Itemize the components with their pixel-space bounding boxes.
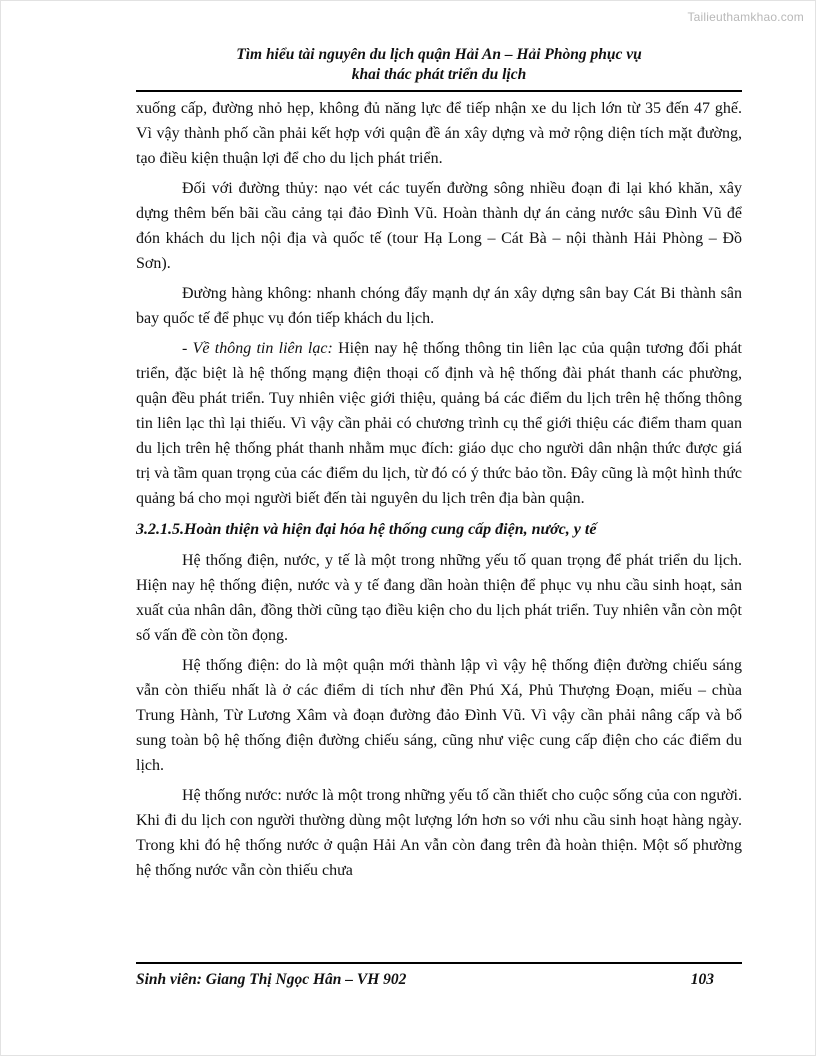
- paragraph-electricity: Hệ thống điện: do là một quận mới thành lập vì vậy hệ thống điện đường chiếu sáng vẫn còn thiếu nhất là ở các điểm di tích như đền Phú Xá, Phủ Thượng Đoạn, miếu – chùa Trung Hành, Từ Lương Xâm và đoạn đường đảo Đình Vũ. Vì vậy cần phải nâng cấp và bổ sung toàn bộ hệ thống điện đường chiếu sáng, cũng như việc cung cấp điện cho các điểm du lịch.: [136, 657, 742, 774]
- paragraph-utilities-intro: Hệ thống điện, nước, y tế là một trong những yếu tố quan trọng để phát triển du lịch. Hiện nay hệ thống điện, nước và y tế đang dần hoàn thiện để phục vụ nhu cầu sinh hoạt, sản xuất của nhân dân, đồng thời cũng tạo điều kiện cho du lịch phát triển. Tuy nhiên vẫn còn một số vấn đề còn tồn đọng.: [136, 552, 742, 644]
- footer-page-number: 103: [690, 971, 714, 988]
- paragraph-road-continuation: xuống cấp, đường nhỏ hẹp, không đủ năng lực để tiếp nhận xe du lịch lớn từ 35 đến 47 ghế. Vì vậy thành phố cần phải kết hợp với quận đề án xây dựng và mở rộng diện tích mặt đường, tạo điều kiện thuận lợi để cho du lịch phát triển.: [136, 100, 742, 167]
- section-heading-3-2-1-5: 3.2.1.5.Hoàn thiện và hiện đại hóa hệ thống cung cấp điện, nước, y tế: [136, 521, 597, 538]
- document-header: [136, 45, 742, 92]
- document-body: [136, 92, 742, 883]
- page-content: [136, 45, 742, 888]
- page-footer: [136, 962, 742, 989]
- watermark: Tailieuthamkhao.com: [687, 10, 804, 24]
- paragraph-waterways: Đối với đường thủy: nạo vét các tuyến đường sông nhiều đoạn đi lại khó khăn, xây dựng thêm bến bãi cầu cảng tại đảo Đình Vũ. Hoàn thành dự án cảng nước sâu Đình Vũ để đón khách du lịch nội địa và quốc tế (tour Hạ Long – Cát Bà – nội thành Hải Phòng – Đồ Sơn).: [136, 180, 742, 272]
- paragraph-communication: [136, 336, 742, 511]
- paragraph-airways: Đường hàng không: nhanh chóng đẩy mạnh dự án xây dựng sân bay Cát Bi thành sân bay quốc tế để phục vụ đón tiếp khách du lịch.: [136, 285, 742, 327]
- paragraph-water: Hệ thống nước: nước là một trong những yếu tố cần thiết cho cuộc sống của con người. Khi đi du lịch con người thường dùng một lượng lớn hơn so với nhu cầu sinh hoạt hàng ngày. Trong khi đó hệ thống nước ở quận Hải An vẫn còn đang trên đà hoàn thiện. Một số phường hệ thống nước vẫn còn thiếu chưa: [136, 787, 742, 879]
- header-title-line1: Tìm hiểu tài nguyên du lịch quận Hải An – Hải Phòng phục vụ: [236, 46, 642, 63]
- communication-text: Hiện nay hệ thống thông tin liên lạc của quận tương đối phát triển, đặc biệt là hệ thống mạng điện thoại cố định và hệ thống đài phát thanh các phường, quận đều phát triển. Tuy nhiên việc giới thiệu, quảng bá các điểm du lịch trên hệ thống thông tin liên lạc thì lại thiếu. Vì vậy cần phải có chương trình cụ thể giới thiệu các điểm tham quan du lịch trên hệ thống phát thanh nhằm mục đích: giáo dục cho người dân nhận thức được giá trị và tầm quan trọng của các điểm du lịch, từ đó có ý thức bảo tồn. Đây cũng là một hình thức quảng bá cho mọi người biết đến tài nguyên du lịch trên địa bàn quận.: [136, 340, 743, 507]
- header-title-line2: khai thác phát triển du lịch: [351, 66, 527, 83]
- communication-italic-lead: - Về thông tin liên lạc:: [182, 340, 339, 357]
- footer-author: Sinh viên: Giang Thị Ngọc Hân – VH 902: [136, 971, 407, 988]
